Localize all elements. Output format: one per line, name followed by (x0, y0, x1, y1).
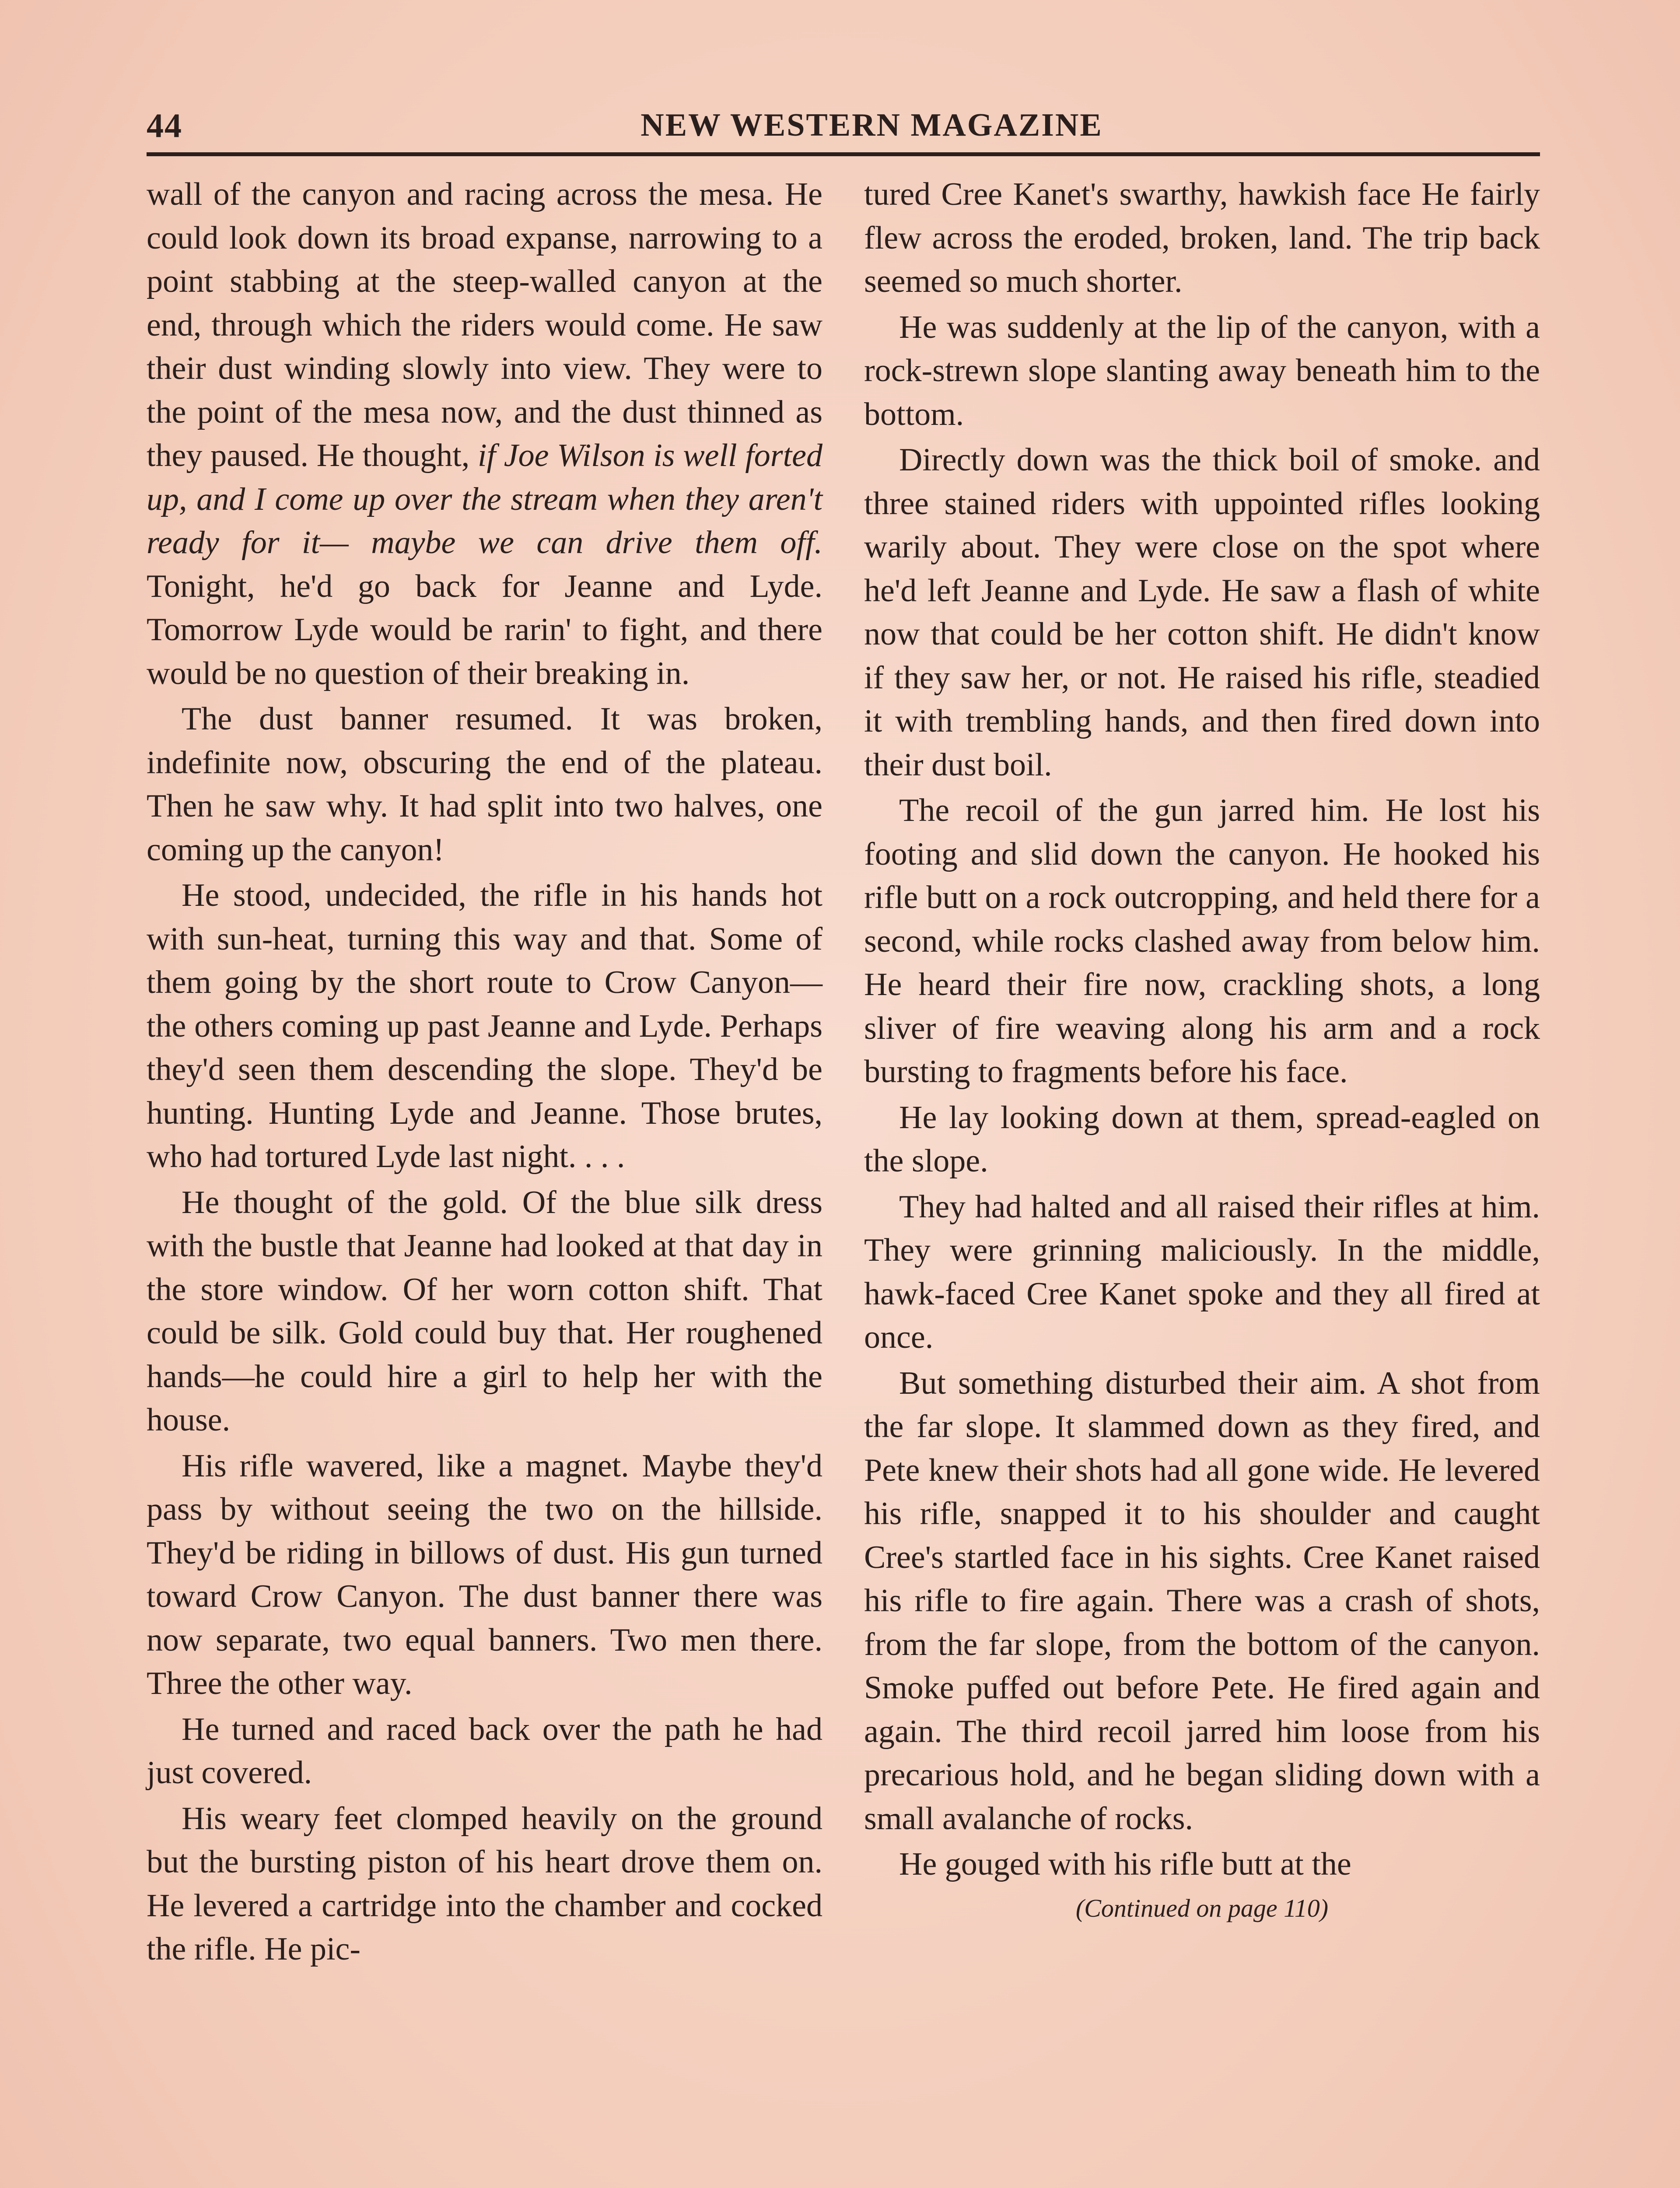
paragraph: The recoil of the gun jarred him. He lost his footing and slid down the canyon. He hooked his rifle butt on a rock outcropping, and held there for a second, while rocks clashed away from below him. He heard their fire now, crackling shots, a long sliver of fire weaving along his arm and a rock bursting to fragments before his face. (864, 792, 1540, 1090)
paragraph: He lay looking down at them, spread-eagled on the slope. (864, 1099, 1540, 1179)
paragraph: He gouged with his rifle butt at the (899, 1846, 1351, 1882)
paragraph: He stood, undecided, the rifle in his hands hot with sun-heat, turning this way and that. Some of them going by the short route to Crow Canyon—the others coming up past Jeanne and Lyde. Perhaps they'd seen them descending the slope. They'd be hunting. Hunting Lyde and Jeanne. Those brutes, who had tortured Lyde last night. . . . (147, 877, 822, 1175)
paragraph: They had halted and all raised their rifles at him. They were grinning maliciously. In the middle, hawk-faced Cree Kanet spoke and they all fired at once. (864, 1189, 1540, 1355)
continued-note: (Continued on page 110) (1075, 1893, 1329, 1922)
paragraph: He was suddenly at the lip of the canyon, with a rock-strewn slope slanting away beneath him to the bottom. (864, 309, 1540, 432)
left-column (147, 173, 822, 1974)
paragraph: But something disturbed their aim. A shot from the far slope. It slammed down as they fired, and Pete knew their shots had all gone wide. He levered his rifle, snapped it to his shoulder and caught Cree's startled face in his sights. Cree Kanet raised his rifle to fire again. There was a crash of shots, from the far slope, from the bottom of the canyon. Smoke puffed out before Pete. He fired again and again. The third recoil jarred him loose from his precarious hold, and he began sliding down with a small avalanche of rocks. (864, 1365, 1540, 1837)
page-header (147, 104, 1540, 156)
paragraph: wall of the canyon and racing across the mesa. He could look down its broad expanse, narrowing to a point stabbing at the steep-walled canyon at the end, through which the riders would come. He saw their dust winding slowly into view. They were to the point of the mesa now, and the dust thinned as they paused. He thought, if Joe Wilson is well forted up, and I come up over the stream when they aren't ready for it— maybe we can drive them off. Tonight, he'd go back for Jeanne and Lyde. Tomorrow Lyde would be rarin' to fight, and there would be no question of their breaking in. (147, 176, 823, 691)
italic-thought: if Joe Wilson is well forted up, and I come up over the stream when they aren't ready for it— maybe we can drive them off. (147, 438, 823, 561)
right-column (864, 173, 1540, 1928)
paragraph: Directly down was the thick boil of smoke. and three stained riders with uppointed rifles looking warily about. They were close on the spot where he'd left Jeanne and Lyde. He saw a flash of white now that could be her cotton shift. He didn't know if they saw her, or not. He raised his rifle, steadied it with trembling hands, and then fired down into their dust boil. (864, 442, 1540, 783)
paragraph: tured Cree Kanet's swarthy, hawkish face He fairly flew across the eroded, broken, land. The trip back seemed so much shorter. (864, 176, 1540, 299)
magazine-title: NEW WESTERN MAGAZINE (640, 107, 1103, 143)
paragraph: His rifle wavered, like a magnet. Maybe they'd pass by without seeing the two on the hillside. They'd be riding in billows of dust. His gun turned toward Crow Canyon. The dust banner there was now separate, two equal banners. Two men there. Three the other way. (147, 1448, 822, 1701)
page-number: 44 (147, 106, 182, 144)
paragraph: The dust banner resumed. It was broken, indefinite now, obscuring the end of the plateau. Then he saw why. It had split into two halves, one coming up the canyon! (147, 701, 822, 868)
paragraph: His weary feet clomped heavily on the ground but the bursting piston of his heart drove them on. He levered a cartridge into the chamber and cocked the rifle. He pic- (147, 1800, 822, 1967)
paragraph: He thought of the gold. Of the blue silk dress with the bustle that Jeanne had looked at that day in the store window. Of her worn cotton shift. That could be silk. Gold could buy that. Her roughened hands—he could hire a girl to help her with the house. (147, 1184, 822, 1438)
paragraph: He turned and raced back over the path he had just covered. (147, 1711, 822, 1791)
